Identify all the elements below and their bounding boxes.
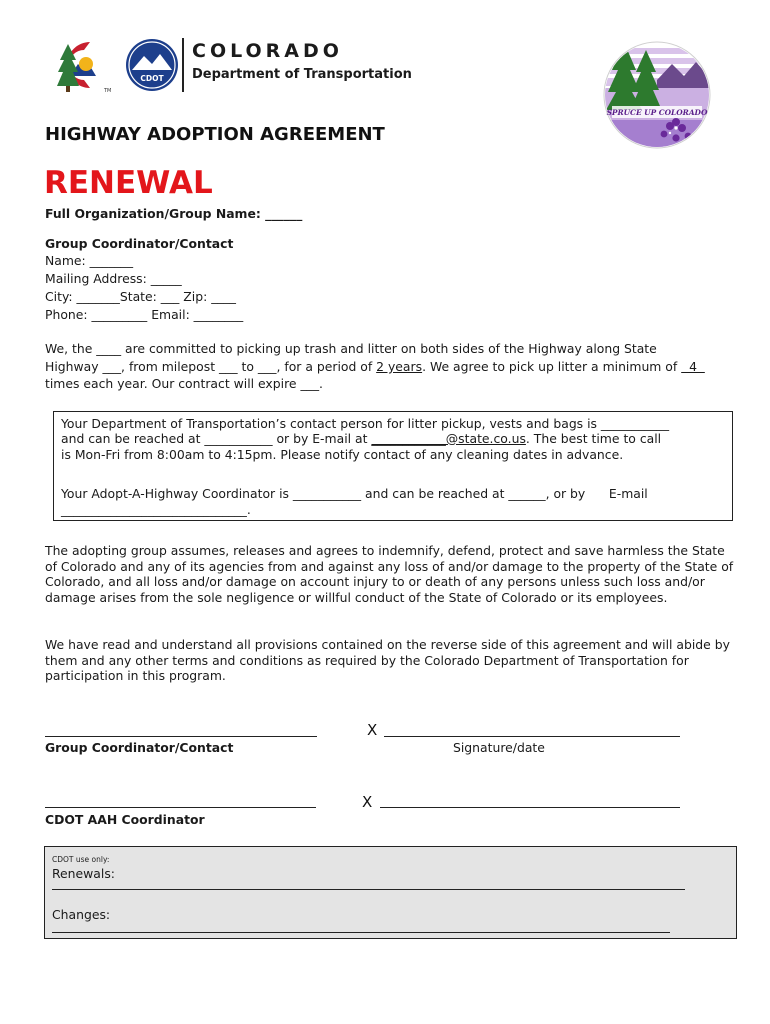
cdot-coordinator-label: CDOT AAH Coordinator [45,812,205,827]
svg-text:TM: TM [104,88,112,94]
indemnity-paragraph: The adopting group assumes, releases and agrees to indemnify, defend, protect and save harmless the State of Colorado and any of its agencies from and against any loss of and/or damage to the property of the State of Colorado, and all loss and/or damage on account injury to or death of any persons unless such loss and/or damage arises from the sole negligence or willful conduct of the State of Colorado or its employees. [45,543,734,605]
organization-name-field[interactable]: Full Organization/Group Name: ______ [45,206,303,221]
contact-line-4: Your Adopt-A-Highway Coordinator is ___________ and can be reached at ______, or by E-mail [61,486,648,501]
contract-period: 2 years [376,359,423,374]
contact-reach-text: and can be reached at ___________ or by E-mail at [61,431,372,446]
changes-line[interactable] [52,932,670,933]
contact-email[interactable]: ____________@state.co.us [371,431,526,446]
cdot-use-only-heading: CDOT use only: [52,855,110,864]
contact-line-5: ______________________________. [61,502,251,517]
cdot-badge-text: CDOT [140,74,164,83]
colorado-wordmark: COLORADO [192,40,343,62]
group-coordinator-signature-line[interactable] [45,736,317,737]
renewal-heading: RENEWAL [44,165,213,201]
contact-line-2 [61,431,661,446]
cdot-use-only-box [44,846,737,939]
cdot-logo [56,36,180,94]
coordinator-heading: Group Coordinator/Contact [45,236,234,251]
contact-line-1: Your Department of Transportation’s contact person for litter pickup, vests and bags is ___________ [61,416,670,431]
signature-date-line[interactable] [384,736,680,737]
seal-text: SPRUCE UP COLORADO [606,108,708,117]
commitment-highway-text: Highway ___, from milepost ___ to ___, for a period of [45,359,377,374]
signature-date-label: Signature/date [453,740,545,755]
cdot-coordinator-signature-line[interactable] [45,807,316,808]
pickup-count: 4 [681,359,705,374]
commitment-line-2 [45,359,705,374]
contact-call-text: . The best time to call [525,431,662,446]
commitment-line-1: We, the ____ are committed to picking up trash and litter on both sides of the Highway along State [45,341,657,356]
acknowledgement-paragraph: We have read and understand all provisions contained on the reverse side of this agreement and will abide by them and any other terms and conditions as required by the Colorado Department of Transportation for participation in this program. [45,637,730,684]
cdot-signature-date-line[interactable] [380,807,680,808]
renewals-label: Renewals: [52,866,115,881]
x-mark-2: X [362,793,373,811]
phone-email-field[interactable]: Phone: _________ Email: ________ [45,307,244,322]
mailing-address-field[interactable]: Mailing Address: _____ [45,271,182,286]
group-coordinator-label: Group Coordinator/Contact [45,740,234,755]
spruce-up-colorado-seal [602,40,712,150]
commitment-line-3: times each year. Our contract will expire ___. [45,376,323,391]
header-divider [182,38,184,92]
changes-label: Changes: [52,907,111,922]
commitment-minimum-text: . We agree to pick up litter a minimum of [422,359,682,374]
coordinator-name-field[interactable]: Name: _______ [45,253,134,268]
city-state-zip-field[interactable]: City: _______State: ___ Zip: ____ [45,289,236,304]
document-title: HIGHWAY ADOPTION AGREEMENT [45,124,385,145]
contact-line-3: is Mon-Fri from 8:00am to 4:15pm. Please notify contact of any cleaning dates in advance. [61,447,624,462]
department-name: Department of Transportation [192,67,412,82]
renewals-line[interactable] [52,889,685,890]
x-mark: X [367,721,378,739]
